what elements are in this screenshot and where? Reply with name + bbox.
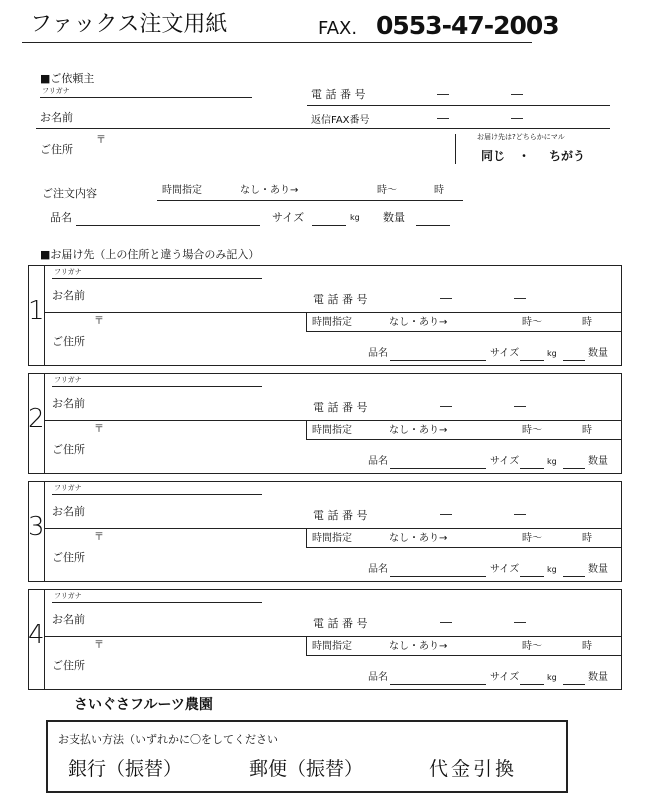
delivery-furigana-line <box>52 494 262 495</box>
delivery-phone-label: 電 話 番 号 <box>313 617 368 630</box>
payment-prompt: お支払い方法（いずれかに〇をしてください <box>58 733 278 746</box>
requester-phone-label: 電 話 番 号 <box>311 88 366 101</box>
requester-replyfax-label: 返信FAX番号 <box>311 115 370 126</box>
delivery-furigana-line <box>52 602 262 603</box>
delivery-name-label: お名前 <box>52 613 85 626</box>
delivery-time-line <box>306 655 622 656</box>
order-hour-to: 時 <box>434 185 444 196</box>
requester-section-title: ■ご依頼主 <box>40 72 95 85</box>
delivery-qty-line <box>563 360 585 361</box>
delivery-qty-label: 数量 <box>588 456 608 467</box>
delivery-item-label: 品名 <box>368 456 388 467</box>
delivery-size-line <box>520 576 544 577</box>
requester-furigana: フリガナ <box>42 87 70 95</box>
delivery-phone-dash-2: ― <box>514 399 526 413</box>
delivery-kg: kg <box>547 349 557 358</box>
delivery-block-number: 3 <box>28 512 45 542</box>
delivery-choice-divider <box>455 134 456 164</box>
delivery-phone-dash-1: ― <box>440 507 452 521</box>
payment-box <box>46 720 568 793</box>
delivery-qty-line <box>563 576 585 577</box>
delivery-item-label: 品名 <box>368 564 388 575</box>
delivery-item-line <box>390 576 486 577</box>
delivery-name-line <box>44 312 622 313</box>
delivery-postal-mark: 〒 <box>94 424 104 435</box>
order-kg: kg <box>350 213 360 222</box>
delivery-address-label: ご住所 <box>52 443 85 456</box>
delivery-time-divider <box>306 312 307 331</box>
delivery-choice-different[interactable]: ちがう <box>549 149 586 163</box>
delivery-size-line <box>520 360 544 361</box>
delivery-phone-dash-2: ― <box>514 507 526 521</box>
delivery-none-yes: なし・あり→ <box>389 533 448 544</box>
delivery-qty-line <box>563 468 585 469</box>
order-time-line <box>157 200 463 201</box>
fax-number: 0553-47-2003 <box>376 11 559 40</box>
delivery-choice-same[interactable]: 同じ <box>481 149 506 163</box>
requester-furigana-line <box>40 97 252 98</box>
payment-option-cod[interactable]: 代金引換 <box>429 758 518 780</box>
delivery-hour-to: 時 <box>582 533 592 544</box>
delivery-postal-mark: 〒 <box>94 640 104 651</box>
delivery-hour-from: 時〜 <box>522 317 542 328</box>
delivery-phone-label: 電 話 番 号 <box>313 509 368 522</box>
delivery-item-label: 品名 <box>368 672 388 683</box>
form-title: ファックス注文用紙 <box>30 12 228 37</box>
requester-name-label: お名前 <box>40 111 73 124</box>
delivery-furigana-line <box>52 386 262 387</box>
delivery-time-line <box>306 331 622 332</box>
farm-name: さいぐさフルーツ農園 <box>74 697 213 713</box>
header-rule <box>22 42 532 43</box>
delivery-hour-from: 時〜 <box>522 533 542 544</box>
delivery-hour-to: 時 <box>582 425 592 436</box>
delivery-address-label: ご住所 <box>52 551 85 564</box>
delivery-furigana-label: フリガナ <box>54 592 82 600</box>
requester-phone-line <box>307 105 610 106</box>
order-hour-from: 時〜 <box>377 185 397 196</box>
delivery-size-line <box>520 468 544 469</box>
delivery-time-label: 時間指定 <box>312 425 352 436</box>
requester-replyfax-dash-1: ― <box>437 111 449 125</box>
delivery-block-number: 2 <box>28 404 45 434</box>
delivery-size-label: サイズ <box>490 348 520 359</box>
requester-phone-dash-1: ― <box>437 87 449 101</box>
fax-label: FAX. <box>318 18 358 39</box>
delivery-hour-to: 時 <box>582 641 592 652</box>
delivery-name-line <box>44 420 622 421</box>
delivery-qty-label: 数量 <box>588 672 608 683</box>
delivery-name-label: お名前 <box>52 289 85 302</box>
delivery-block <box>28 481 622 582</box>
delivery-item-line <box>390 468 486 469</box>
order-size-label: サイズ <box>272 211 305 224</box>
delivery-item-label: 品名 <box>368 348 388 359</box>
delivery-furigana-label: フリガナ <box>54 376 82 384</box>
delivery-size-label: サイズ <box>490 564 520 575</box>
delivery-block <box>28 265 622 366</box>
delivery-none-yes: なし・あり→ <box>389 425 448 436</box>
delivery-name-line <box>44 636 622 637</box>
order-item-label: 品名 <box>50 211 72 224</box>
delivery-kg: kg <box>547 565 557 574</box>
delivery-block-number: 4 <box>28 620 45 650</box>
delivery-time-divider <box>306 528 307 547</box>
order-time-label: 時間指定 <box>162 185 202 196</box>
requester-name-line <box>36 128 610 129</box>
delivery-time-divider <box>306 420 307 439</box>
delivery-kg: kg <box>547 457 557 466</box>
delivery-phone-label: 電 話 番 号 <box>313 401 368 414</box>
delivery-hour-from: 時〜 <box>522 425 542 436</box>
delivery-phone-dash-1: ― <box>440 291 452 305</box>
delivery-time-label: 時間指定 <box>312 641 352 652</box>
delivery-furigana-label: フリガナ <box>54 484 82 492</box>
order-none-yes: なし・あり→ <box>240 185 299 196</box>
delivery-hour-to: 時 <box>582 317 592 328</box>
delivery-none-yes: なし・あり→ <box>389 641 448 652</box>
requester-address-label: ご住所 <box>40 143 73 156</box>
delivery-block-number: 1 <box>28 296 45 326</box>
delivery-time-line <box>306 439 622 440</box>
delivery-name-line <box>44 528 622 529</box>
delivery-block <box>28 373 622 474</box>
delivery-choice-dot: ・ <box>518 149 531 163</box>
delivery-size-label: サイズ <box>490 672 520 683</box>
order-qty-line <box>416 225 450 226</box>
delivery-furigana-label: フリガナ <box>54 268 82 276</box>
delivery-phone-label: 電 話 番 号 <box>313 293 368 306</box>
delivery-block <box>28 589 622 690</box>
delivery-item-line <box>390 684 486 685</box>
requester-postal-mark: 〒 <box>96 135 106 146</box>
delivery-phone-dash-1: ― <box>440 615 452 629</box>
order-item-line <box>76 225 260 226</box>
delivery-size-label: サイズ <box>490 456 520 467</box>
order-qty-label: 数量 <box>383 211 405 224</box>
delivery-kg: kg <box>547 673 557 682</box>
delivery-time-label: 時間指定 <box>312 317 352 328</box>
delivery-name-label: お名前 <box>52 397 85 410</box>
delivery-time-line <box>306 547 622 548</box>
delivery-section-title: ■お届け先（上の住所と違う場合のみ記入） <box>40 248 260 261</box>
requester-phone-dash-2: ― <box>511 87 523 101</box>
order-label: ご注文内容 <box>42 187 97 200</box>
delivery-item-line <box>390 360 486 361</box>
delivery-postal-mark: 〒 <box>94 316 104 327</box>
delivery-qty-line <box>563 684 585 685</box>
delivery-choice-question: お届け先は?どちらかにマル <box>477 133 565 141</box>
delivery-phone-dash-2: ― <box>514 615 526 629</box>
delivery-phone-dash-1: ― <box>440 399 452 413</box>
delivery-address-label: ご住所 <box>52 335 85 348</box>
delivery-qty-label: 数量 <box>588 564 608 575</box>
delivery-time-label: 時間指定 <box>312 533 352 544</box>
delivery-name-label: お名前 <box>52 505 85 518</box>
delivery-postal-mark: 〒 <box>94 532 104 543</box>
delivery-hour-from: 時〜 <box>522 641 542 652</box>
delivery-address-label: ご住所 <box>52 659 85 672</box>
delivery-size-line <box>520 684 544 685</box>
delivery-phone-dash-2: ― <box>514 291 526 305</box>
requester-replyfax-dash-2: ― <box>511 111 523 125</box>
order-size-line <box>312 225 346 226</box>
delivery-none-yes: なし・あり→ <box>389 317 448 328</box>
payment-option-postal[interactable]: 郵便（振替） <box>249 758 364 780</box>
delivery-time-divider <box>306 636 307 655</box>
delivery-furigana-line <box>52 278 262 279</box>
delivery-qty-label: 数量 <box>588 348 608 359</box>
payment-option-bank[interactable]: 銀行（振替） <box>68 758 183 780</box>
